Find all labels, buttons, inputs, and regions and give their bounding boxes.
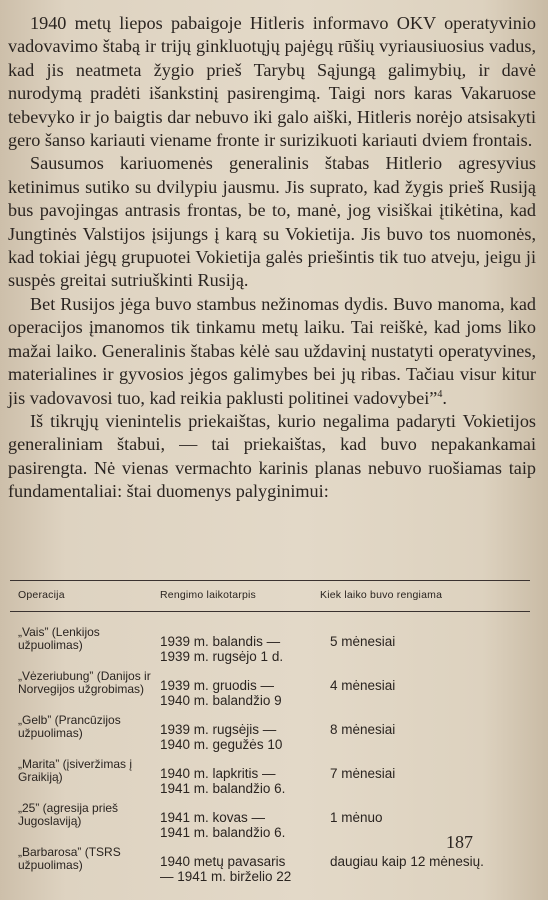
period-end: 1940 m. gegužės 10 [160, 737, 283, 752]
header-duration: Kiek laiko buvo rengiama [320, 589, 443, 601]
paragraph-3-text: Bet Rusijos jėga buvo stambus nežinomas dydis. Buvo manoma, kad operacijos įmanomos tik tinkamu metų laiku. Tai reiškė, kad joms liko mažai laiko. Generalinis štabas kėlė sau uždavinį nustatyti operatyvines, materialines ir gyvosios jėgos galimybes bei jų ribas. Tačiau visur kitur jis vadovavosi tuo, kad reikia paklusti politinei vadovybei” [8, 293, 536, 408]
period-cell [160, 622, 320, 664]
duration-cell: 7 mėnesiai [330, 766, 396, 781]
paragraph-1: 1940 metų liepos pabaigoje Hitleris informavo OKV operatyvinio vadovavimo štabą ir trijų ginkluotųjų pajėgų rūšių vyriausiuosius vadus, kad jis neatmeta žygio prieš Tarybų Sąjungą galimybių, ir davė nurodymą pradėti išankstinį pasirengimą. Taigi nors karas Vakaruose tebevyko ir jo baigtis dar nebuvo iki galo aiški, Hitleris norėjo atsisakyti gero šanso kariauti viename fronte ir surizikuoti kariauti dviem frontais. [8, 13, 536, 151]
period-start: 1939 m. rugsėjis — [160, 722, 277, 737]
operation-cell: „Barbarosa” (TSRS užpuolimas) [18, 845, 121, 872]
duration-cell: daugiau kaip 12 mėnesių. [330, 854, 484, 869]
table-row [10, 622, 530, 664]
table-header [10, 581, 530, 612]
period-start: 1939 m. gruodis — [160, 678, 275, 693]
footnote-ref: 4 [437, 388, 443, 400]
table-row [10, 754, 530, 796]
duration-cell: 1 mėnuo [330, 810, 383, 825]
period-start: 1939 m. balandis — [160, 634, 281, 649]
period-cell [160, 710, 320, 752]
header-period: Rengimo laikotarpis [160, 589, 257, 601]
period-cell [160, 798, 320, 840]
operation-cell: „25” (agresija prieš Jugoslaviją) [18, 801, 119, 828]
period-start: 1940 metų pavasaris [160, 854, 286, 869]
duration-cell: 5 mėnesiai [330, 634, 396, 649]
duration-cell: 4 mėnesiai [330, 678, 396, 693]
operation-cell: „Vais” (Lenkijos užpuolimas) [18, 625, 100, 652]
operation-cell: „Vėzeriubung” (Danijos ir Norvegijos užgrobimas) [18, 669, 151, 696]
period-cell [160, 754, 320, 796]
operation-cell: „Marita” (įsiveržimas į Graikiją) [18, 757, 132, 784]
period-end: 1941 m. balandžio 6. [160, 781, 286, 796]
body-text [8, 12, 536, 504]
period-end: — 1941 m. birželio 22 [160, 869, 292, 884]
period-cell [160, 842, 320, 884]
paragraph-3: Bet Rusijos jėga buvo stambus nežinomas dydis. Buvo manoma, kad operacijos įmanomos tik tinkamu metų laiku. Tai reiškė, kad joms liko mažai laiko. Generalinis štabas kėlė sau uždavinį nustatyti operatyvines, materialines ir gyvosios jėgos galimybes bei jų ribas. Tačiau visur kitur jis vadovavosi tuo, kad reikia paklusti politinei vadovybei”$^4$. [8, 293, 536, 408]
paragraph-2: Sausumos kariuomenės generalinis štabas Hitlerio agresyvius ketinimus sutiko su dvilypiu jausmu. Jis suprato, kad žygis prieš Rusiją bus pavojingas antrasis frontas, be to, manė, jog visiškai įtikėtina, kad Jungtinės Valstijos įsijungs į karą su Vokietija. Jis buvo tos nuomonės, kad tokiai jėgų grupuotei Vokietija galės priešintis tik tuo atveju, jeigu ji suspės greitai sutriuškinti Rusiją. [8, 153, 536, 291]
header-operation: Operacija [18, 589, 65, 601]
period-end: 1939 m. rugsėjo 1 d. [160, 649, 284, 664]
table-row [10, 710, 530, 752]
paragraph-4: Iš tikrųjų vienintelis priekaištas, kurio negalima padaryti Vokietijos generaliniam štabui, — tai priekaištas, kad buvo nepakankamai pasirengta. Nė vienas vermachto karinis planas nebuvo ruošiamas taip fundamentaliai: štai duomenys palyginimui: [8, 410, 536, 502]
period-start: 1940 m. lapkritis — [160, 766, 276, 781]
table-row [10, 666, 530, 708]
period-end: 1940 m. balandžio 9 [160, 693, 282, 708]
page-number: 187 [446, 832, 473, 852]
period-cell [160, 666, 320, 708]
operation-cell: „Gelb” (Prancūzijos užpuolimas) [18, 713, 121, 740]
duration-cell: 8 mėnesiai [330, 722, 396, 737]
period-start: 1941 m. kovas — [160, 810, 266, 825]
period-end: 1941 m. balandžio 6. [160, 825, 286, 840]
